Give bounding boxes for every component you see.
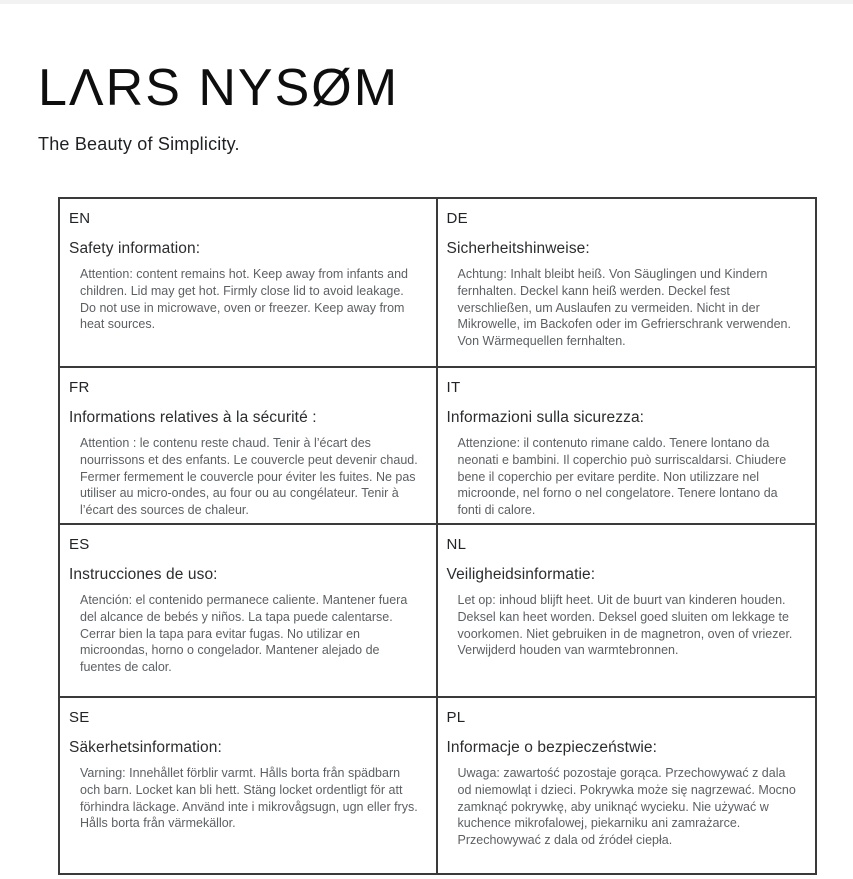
- section-heading-es: Instrucciones de uso:: [69, 566, 218, 583]
- section-heading-de: Sicherheitshinweise:: [446, 240, 590, 257]
- top-edge-strip: [0, 0, 853, 4]
- language-code-es: ES: [69, 536, 90, 553]
- brand-header: [38, 59, 400, 155]
- safety-info-table: [58, 197, 817, 875]
- lang-cell-se: [60, 698, 438, 873]
- lang-cell-it: [438, 368, 816, 525]
- section-heading-en: Safety information:: [69, 240, 201, 257]
- brand-logo: LΛRS NYSØM: [38, 59, 400, 117]
- section-heading-pl: Informacje o bezpieczeństwie:: [446, 739, 658, 756]
- language-code-en: EN: [69, 210, 91, 227]
- lang-cell-en: [60, 199, 438, 368]
- safety-text-it: Attenzione: il contenuto rimane caldo. Tenere lontano da neonati e bambini. Il coperchio può surriscaldarsi. Chiudere bene il coperchio per evitare perdite. Non utilizzare nel microonde, nel forno o nel congelatore. Tenere lontano da fonti di calore.: [457, 436, 787, 518]
- language-code-fr: FR: [69, 379, 90, 396]
- lang-cell-pl: [438, 698, 816, 873]
- safety-text-es: Atención: el contenido permanece caliente. Mantener fuera del alcance de bebés y niños. La tapa puede calentarse. Cerrar bien la tapa para evitar fugas. No utilizar en microondas, horno o congelador. Mantener alejado de fuentes de calor.: [80, 593, 408, 675]
- lang-cell-de: [438, 199, 816, 368]
- section-heading-nl: Veiligheidsinformatie:: [446, 566, 596, 583]
- safety-text-se: Varning: Innehållet förblir varmt. Hålls borta från spädbarn och barn. Locket kan bli hett. Stäng locket ordentligt för att förhindra läckage. Använd inte i mikrovågsugn, ugn eller frys. Hålls borta från värmekällor.: [80, 766, 418, 831]
- language-code-de: DE: [446, 210, 468, 227]
- section-heading-it: Informazioni sulla sicurezza:: [446, 409, 645, 426]
- lang-cell-es: [60, 525, 438, 698]
- safety-text-fr: Attention : le contenu reste chaud. Tenir à l’écart des nourrissons et des enfants. Le couvercle peut devenir chaud. Fermer fermement le couvercle pour éviter les fuites. Ne pas utiliser au micro-ondes, au four ou au congélateur. Tenir à l’écart des sources de chaleur.: [80, 436, 418, 518]
- brand-tagline: The Beauty of Simplicity.: [38, 134, 240, 154]
- lang-cell-nl: [438, 525, 816, 698]
- section-heading-se: Säkerhetsinformation:: [69, 739, 222, 756]
- lang-cell-fr: [60, 368, 438, 525]
- language-code-nl: NL: [446, 536, 467, 553]
- safety-text-pl: Uwaga: zawartość pozostaje gorąca. Przechowywać z dala od niemowląt i dzieci. Pokrywka może się nagrzewać. Mocno zamknąć pokrywkę, aby uniknąć wycieku. Nie używać w kuchence mikrofalowej, piekarniku ani zamrażarce. Przechowywać z dala od źródeł ciepła.: [457, 766, 796, 848]
- safety-text-en: Attention: content remains hot. Keep away from infants and children. Lid may get hot. Firmly close lid to avoid leakage. Do not use in microwave, oven or freezer. Keep away from heat sources.: [80, 267, 408, 332]
- language-code-pl: PL: [446, 709, 466, 726]
- language-code-se: SE: [69, 709, 90, 726]
- safety-text-nl: Let op: inhoud blijft heet. Uit de buurt van kinderen houden. Deksel kan heet worden. Deksel goed sluiten om lekkage te voorkomen. Niet gebruiken in de magnetron, oven of vriezer. Verwijderd houden van warmtebronnen.: [457, 593, 793, 658]
- language-code-it: IT: [446, 379, 461, 396]
- safety-text-de: Achtung: Inhalt bleibt heiß. Von Säuglingen und Kindern fernhalten. Deckel kann heiß werden. Deckel fest verschließen, um Auslaufen zu vermeiden. Nicht in der Mikrowelle, im Backofen oder im Gefrierschrank verwenden. Von Wärmequellen fernhalten.: [457, 267, 791, 349]
- section-heading-fr: Informations relatives à la sécurité :: [69, 409, 317, 426]
